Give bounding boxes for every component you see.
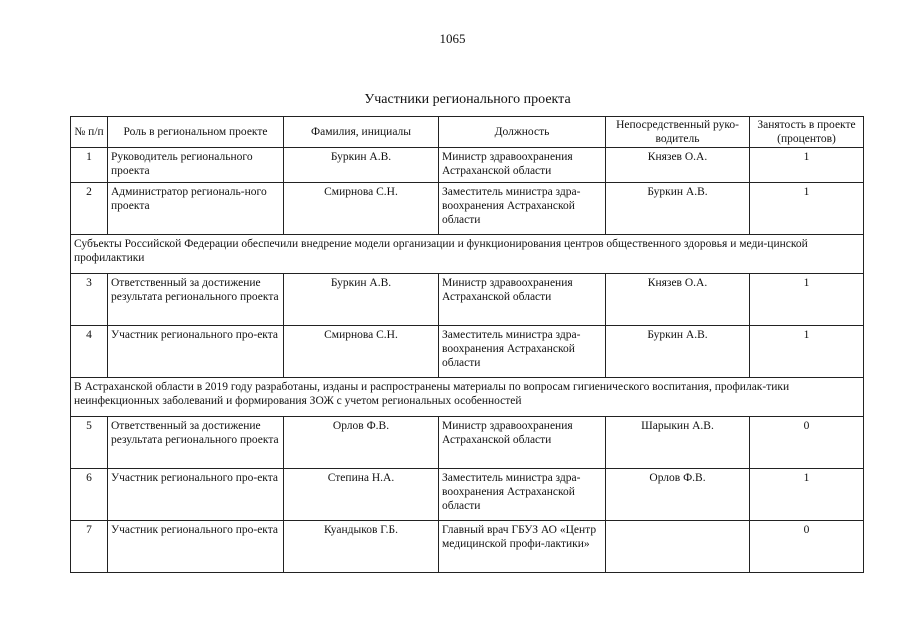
row-number: 7 [71,521,108,573]
column-header: № п/п [71,117,108,148]
section-heading: Субъекты Российской Федерации обеспечили внедрение модели организации и функционирования центров общественного здоровья и меди-цинской профилактики [71,235,864,274]
section-heading: В Астраханской области в 2019 году разработаны, изданы и распространены материалы по вопросам гигиенического воспитания, профилак-тики неинфекционных заболеваний и формирования ЗОЖ с учетом региональных особенностей [71,378,864,417]
row-number: 3 [71,274,108,326]
column-header: Фамилия, инициалы [284,117,439,148]
table-row [71,417,864,469]
name-cell: Буркин А.В. [284,274,439,326]
supervisor-cell: Буркин А.В. [606,183,750,235]
position-cell: Заместитель министра здра-воохранения Астраханской области [439,183,606,235]
column-header: Роль в региональном проекте [108,117,284,148]
supervisor-cell [606,521,750,573]
employment-cell: 1 [750,326,864,378]
participants-table [70,116,864,573]
position-cell: Министр здравоохранения Астраханской области [439,148,606,183]
row-number: 1 [71,148,108,183]
supervisor-cell: Шарыкин А.В. [606,417,750,469]
table-row [71,326,864,378]
position-cell: Министр здравоохранения Астраханской области [439,274,606,326]
name-cell: Куандыков Г.Б. [284,521,439,573]
header-row [71,117,864,148]
table-row [71,183,864,235]
name-cell: Буркин А.В. [284,148,439,183]
name-cell: Орлов Ф.В. [284,417,439,469]
role-cell: Ответственный за достижение результата регионального проекта [108,274,284,326]
supervisor-cell: Орлов Ф.В. [606,469,750,521]
role-cell: Ответственный за достижение результата регионального проекта [108,417,284,469]
employment-cell: 1 [750,469,864,521]
employment-cell: 1 [750,274,864,326]
employment-cell: 1 [750,183,864,235]
page-number: 1065 [439,31,466,46]
role-cell: Участник регионального про-екта [108,469,284,521]
position-cell: Заместитель министра здра-воохранения Астраханской области [439,326,606,378]
position-cell: Главный врач ГБУЗ АО «Центр медицинской профи-лактики» [439,521,606,573]
section-row [71,378,864,417]
employment-cell: 1 [750,148,864,183]
column-header: Занятость в проекте (процентов) [750,117,864,148]
table-row [71,521,864,573]
row-number: 4 [71,326,108,378]
table-row [71,274,864,326]
role-cell: Участник регионального про-екта [108,326,284,378]
document-title: Участники регионального проекта [364,92,571,107]
supervisor-cell: Буркин А.В. [606,326,750,378]
supervisor-cell: Князев О.А. [606,148,750,183]
position-cell: Заместитель министра здра-воохранения Астраханской области [439,469,606,521]
section-row [71,235,864,274]
name-cell: Смирнова С.Н. [284,183,439,235]
role-cell: Руководитель регионального проекта [108,148,284,183]
row-number: 6 [71,469,108,521]
role-cell: Участник регионального про-екта [108,521,284,573]
role-cell: Администратор региональ-ного проекта [108,183,284,235]
employment-cell: 0 [750,521,864,573]
table-row [71,148,864,183]
row-number: 5 [71,417,108,469]
row-number: 2 [71,183,108,235]
name-cell: Степина Н.А. [284,469,439,521]
supervisor-cell: Князев О.А. [606,274,750,326]
table-row [71,469,864,521]
name-cell: Смирнова С.Н. [284,326,439,378]
column-header: Должность [439,117,606,148]
employment-cell: 0 [750,417,864,469]
column-header: Непосредственный руко-водитель [606,117,750,148]
position-cell: Министр здравоохранения Астраханской области [439,417,606,469]
